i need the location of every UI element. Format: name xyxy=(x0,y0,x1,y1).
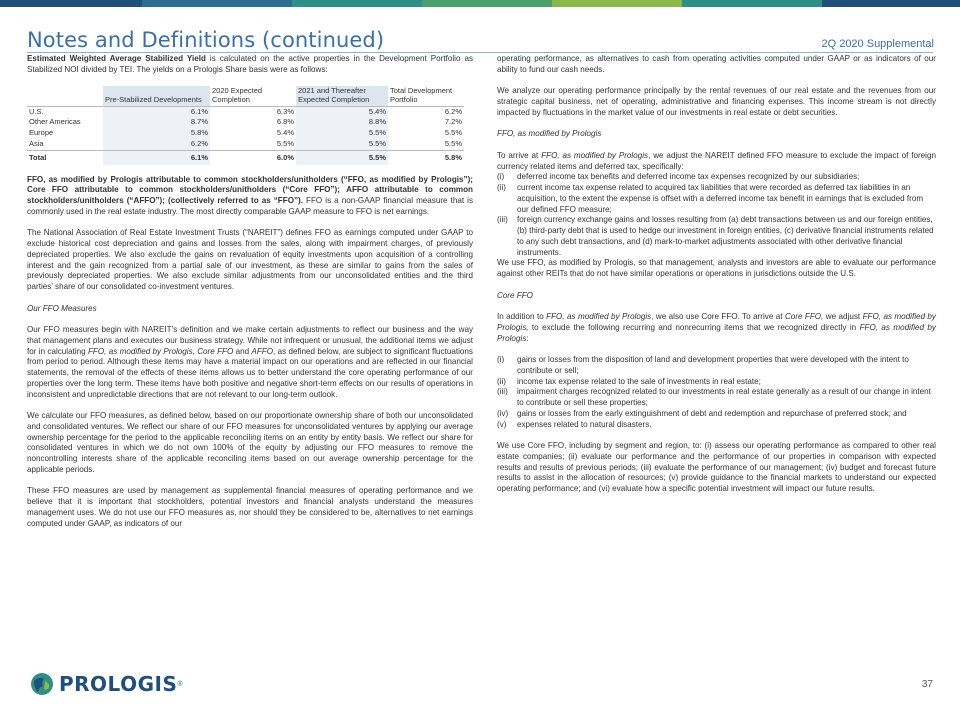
table-cell: 6.2% xyxy=(444,106,462,116)
list-number: (i) xyxy=(497,172,505,182)
table-cell: 5.8% xyxy=(103,128,210,139)
list-item xyxy=(497,215,936,258)
table-cell: 6.1% xyxy=(103,150,210,165)
table-header: Total Development Portfolio xyxy=(388,86,464,107)
text-span: FFO, as modified by Prologis xyxy=(541,150,649,160)
table-cell: 6.2% xyxy=(103,139,210,150)
table-cell: 8.8% xyxy=(296,117,388,128)
table-row xyxy=(27,106,464,117)
our-ffo-paragraph-1 xyxy=(27,325,473,400)
list-text: deferred income tax benefits and deferred income tax expenses recognized by our subsidiaries; xyxy=(517,172,860,182)
table-header: Pre-Stabilized Developments xyxy=(103,86,210,107)
list-number: (ii) xyxy=(497,183,506,192)
text-span: to exclude the following recurring and nonrecurring items that we recognized directly in xyxy=(528,322,860,332)
list-item xyxy=(497,355,936,377)
table-cell: 6.8% xyxy=(276,117,294,127)
table-header: 2020 Expected Completion xyxy=(210,86,296,107)
yield-paragraph xyxy=(27,54,473,76)
table-cell: U.S. xyxy=(29,106,44,116)
text-span: To arrive at xyxy=(497,150,542,160)
yield-text: is calculated on the active properties in the Development Portfolio as Stabilized NOI divided by TEI. The yields on a Prologis Share basis were as follows: xyxy=(27,54,473,74)
list-item xyxy=(497,172,936,183)
text-span: FFO, as modified by Prologis xyxy=(497,322,936,343)
list-text: income tax expense related to the sale of investments in real estate; xyxy=(517,376,761,386)
table-cell: 7.2% xyxy=(444,117,462,127)
our-ffo-paragraph-2: We calculate our FFO measures, as defined below, based on our proportionate ownership share of both our unconsolidated and consolidated ventures. We reflect our share of our FFO measures for unconsolidated ventures by applying our average ownership percentage for the period to the applicable reconciling items on an entity by entity basis. We reflect our share for consolidated ventures in which we do not own 100% of the equity by adjusting our FFO measures to remove the noncontrolling interests share of the applicable reconciling items based on our average ownership percentage for the applicable periods. xyxy=(27,411,473,474)
we-use-paragraph: We use FFO, as modified by Prologis, so that management, analysts and investors are able to evaluate our performance against other REITs that do not have similar operations or operations in jurisdictions outside the U.S. xyxy=(497,258,936,278)
logo-registered-mark: ® xyxy=(177,680,183,688)
table-cell: 5.4% xyxy=(296,106,388,117)
list-item xyxy=(497,409,936,420)
table-row xyxy=(27,139,464,150)
arrive-paragraph xyxy=(497,151,936,173)
core-ffo-heading: Core FFO xyxy=(497,290,533,300)
page-title: Notes and Definitions (continued) xyxy=(27,28,385,52)
table-cell: Total xyxy=(27,150,103,165)
text-span: and xyxy=(233,346,252,356)
analyze-paragraph: We analyze our operating performance principally by the rental revenues of our real estate and the revenues from our strategic capital business, net of operating, administrative and financing expenses. This income stream is not directly impacted by fluctuations in the market value of our investments in real estate or debt securities. xyxy=(497,86,936,117)
list-text: foreign currency exchange gains and losses resulting from (a) debt transactions between us and our foreign entities, (b) third-party debt that is used to hedge our investment in foreign entities, (c) derivative financial instruments related to any such debt transactions, and (d) mark-to-market adjustments associated with other derivative financial instruments. xyxy=(517,215,934,257)
our-ffo-heading: Our FFO Measures xyxy=(27,303,97,313)
text-span: , we also use Core FFO. To arrive at xyxy=(651,312,785,321)
table-cell: Europe xyxy=(29,128,54,137)
list-text: current income tax expense related to acquired tax liabilities that were recorded as deferred tax liabilities in an acquisition, to the extent the expense is offset with a deferred income tax benefit in earnings that is excluded from our defined FFO measure; xyxy=(517,183,924,214)
table-cell: 5.5% xyxy=(296,139,388,150)
list-number: (iv) xyxy=(497,408,509,418)
list-item xyxy=(497,183,936,215)
logo-wordmark: PROLOGIS xyxy=(59,672,178,696)
table-row xyxy=(27,117,464,128)
table-header-row xyxy=(27,86,464,107)
list-number: (ii) xyxy=(497,376,506,386)
list-text: impairment charges recognized related to our investments in real estate generally as a result of our change in intent to contribute or sell these properties; xyxy=(517,387,931,407)
text-span: : xyxy=(526,333,529,343)
globe-icon xyxy=(30,672,54,696)
ffo-definition-term: FFO, as modified by Prologis attributable to common stockholders/unitholders (“FFO, as modified by Prologis”); Core FFO attributable to common stockholders/unitholders (“Core FFO”); AFFO attributable to common stockholders/unitholders (“AFFO”); (collectively referred to as “FFO”). xyxy=(27,174,473,205)
page-number: 37 xyxy=(921,679,933,690)
list-number: (v) xyxy=(497,419,507,429)
table-cell: Other Americas xyxy=(29,117,81,127)
list-item xyxy=(497,387,936,409)
list-number: (iii) xyxy=(497,387,508,397)
list-text: expenses related to natural disasters. xyxy=(517,419,652,429)
table-cell: 6.1% xyxy=(103,106,210,117)
text-span: FFO, as modified by Prologis, Core FFO xyxy=(87,346,234,356)
supplemental-label: 2Q 2020 Supplemental xyxy=(821,38,934,50)
text-span: Core FFO, xyxy=(784,312,824,321)
yield-term: Estimated Weighted Average Stabilized Yield xyxy=(27,54,206,63)
left-column xyxy=(27,54,473,540)
table-cell: 6.0% xyxy=(210,150,296,165)
list-text: gains or losses from the disposition of land and development properties that were developed with the intent to contribute or sell; xyxy=(517,355,909,375)
table-cell: 5.8% xyxy=(388,150,464,165)
text-span: we adjust xyxy=(823,312,863,321)
text-span: AFFO xyxy=(251,346,274,356)
table-cell: Asia xyxy=(29,138,44,148)
table-total-row xyxy=(27,150,464,165)
table-header: 2021 and Thereafter Expected Completion xyxy=(296,86,388,107)
list-number: (iii) xyxy=(497,215,508,225)
table-cell: 8.7% xyxy=(103,117,210,128)
core-ffo-paragraph xyxy=(497,312,936,344)
text-span: FFO, as modified by Prologis, xyxy=(497,312,936,332)
text-span: , we adjust the NAREIT defined FFO measure to exclude the impact of foreign currency related items and deferred tax, specifically: xyxy=(497,150,936,171)
ffo-adjustments-list xyxy=(497,172,936,258)
text-span: FFO, as modified by Prologis xyxy=(546,312,652,321)
table-cell: 5.5% xyxy=(276,138,294,148)
our-ffo-paragraph-3: These FFO measures are used by management as supplemental financial measures of operating performance and we believe that it is important that stockholders, potential investors and financial analysts understand the measures management uses. We do not use our FFO measures as, nor should they be considered to be, alternatives to net earnings computed under GAAP, as indicators of our xyxy=(27,486,473,528)
ffo-definition-paragraph xyxy=(27,175,473,218)
table-cell: 6.3% xyxy=(276,106,294,116)
right-column xyxy=(497,54,936,506)
prologis-logo xyxy=(30,672,183,696)
list-item xyxy=(497,377,936,388)
table-row xyxy=(27,128,464,139)
table-cell: 5.4% xyxy=(276,128,294,137)
list-text: gains or losses from the early extinguishment of debt and redemption and repurchase of preferred stock; and xyxy=(517,408,907,418)
table-cell: 5.5% xyxy=(444,138,462,148)
list-number: (i) xyxy=(497,355,505,364)
table-header xyxy=(27,86,103,107)
core-ffo-adjustments-list xyxy=(497,355,936,430)
ffo-modified-heading: FFO, as modified by Prologis xyxy=(497,129,602,139)
title-divider xyxy=(27,52,933,53)
table-cell: 5.5% xyxy=(444,128,462,137)
text-span: , as defined below, are subject to significant fluctuations from period to period. Although these items may have a material impact on our operations and are reflected in our financial statements, the removal of the effects of these items allows us to better understand the core operating performance of our properties over the long term. These items have both positive and negative short-term effects on our results of operations in inconsistent and unpredictable directions that are not relevant to our long-term outlook. xyxy=(27,346,473,399)
core-ffo-use-paragraph: We use Core FFO, including by segment and region, to: (i) assess our operating performance as compared to other real estate companies; (ii) evaluate our performance and the performance of our properties in comparison with expected results and results of previous periods; (iii) evaluate the performance of our management; (iv) budget and forecast future results to assist in the allocation of resources; (v) provide guidance to the financial markets to understand our expected operating performance; and (vi) evaluate how a specific potential investment will impact our future results. xyxy=(497,441,936,493)
continued-paragraph: operating performance, as alternatives to cash from operating activities computed under GAAP or as indicators of our ability to fund our cash needs. xyxy=(497,54,936,74)
top-color-bar xyxy=(0,0,960,7)
table-cell: 5.5% xyxy=(296,128,388,139)
text-span: In addition to xyxy=(497,312,547,321)
nareit-paragraph: The National Association of Real Estate Investment Trusts (“NAREIT”) defines FFO as earnings computed under GAAP to exclude historical cost depreciation and gains and losses from the sales, along with impairment charges, of previously depreciated properties. We also exclude the gains on revaluation of equity investments upon acquisition of a controlling interest and the gain recognized from a partial sale of our investment, as these are similar to gains from the sales of previously depreciated properties. We also exclude similar adjustments from our unconsolidated entities and the third parties’ share of our consolidated co-investment ventures. xyxy=(27,228,473,291)
table-cell: 5.5% xyxy=(296,150,388,165)
ffo-definition-text: FFO is a non-GAAP financial measure that is commonly used in the real estate industry. The most directly comparable GAAP measure to FFO is net earnings. xyxy=(27,196,473,216)
yield-table xyxy=(27,86,464,165)
list-item xyxy=(497,420,936,431)
text-span: Our FFO measures begin with NAREIT’s definition and we make certain adjustments to reflect our business and the way that management plans and executes our business strategy. While not infrequent or unusual, the additional items we adjust for in calculating xyxy=(27,325,473,356)
